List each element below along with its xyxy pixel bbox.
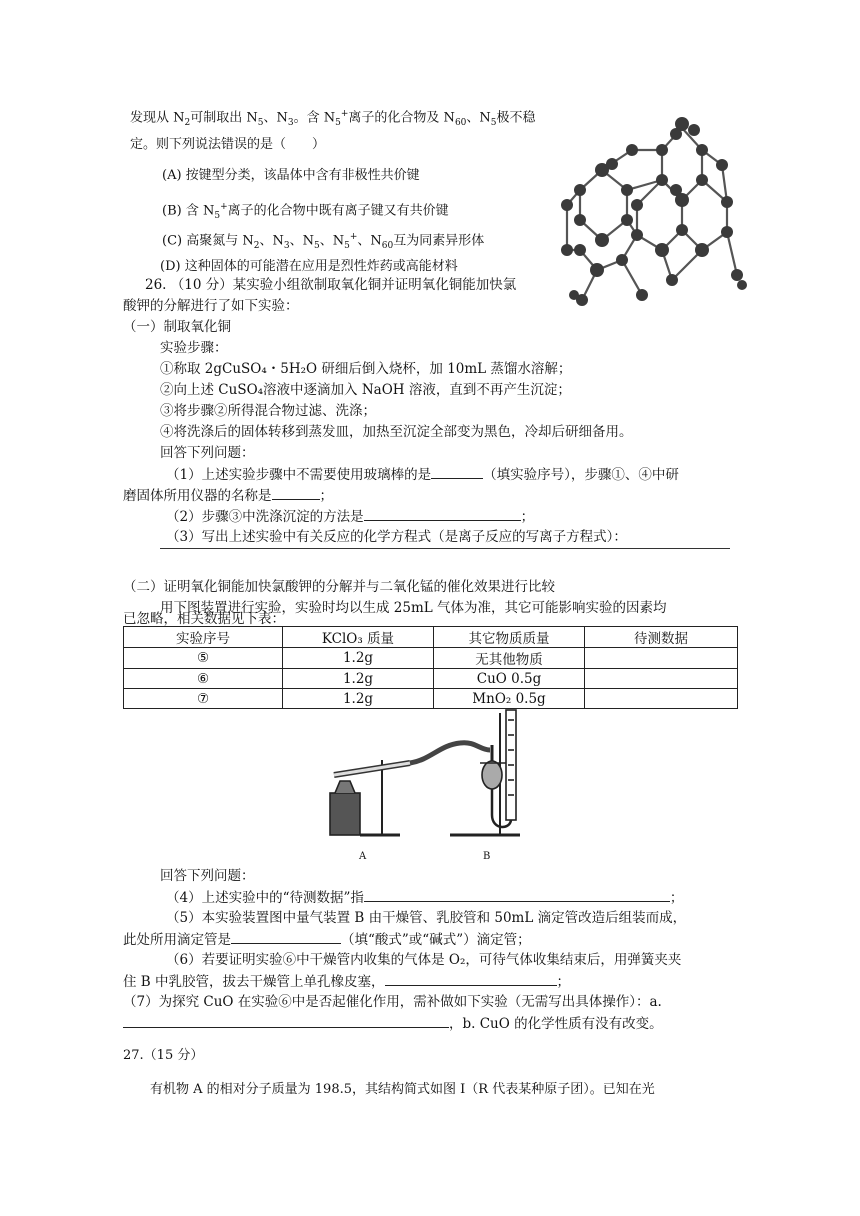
- question-4: （4）上述实验中的“待测数据”指 ；: [166, 890, 684, 906]
- table-cell[interactable]: [585, 648, 738, 669]
- q25-option-c: (C) 高聚氮与 $N_2$、$N_3$、$N_5$、$N_5^+$、$N_{60}$互为同素异形体: [162, 232, 485, 251]
- q25-option-d: (D) 这种固体的可能潜在应用是烈性炸药或高能材料: [160, 259, 458, 274]
- step-3: ③将步骤②所得混合物过滤、洗涤；: [160, 403, 376, 419]
- answer-blank[interactable]: [364, 507, 521, 521]
- step-1: ①称取 2gCuSO₄・5H₂O 研细后倒入烧杯，加 10mL 蒸馏水溶解；: [160, 361, 572, 377]
- question-2: （2）步骤③中洗涤沉淀的方法是 ；: [166, 509, 535, 525]
- figure-label-b: B: [483, 851, 491, 862]
- question-6-line1: （6）若要证明实验⑥中干燥管内收集的气体是 O₂，可待气体收集结束后，用弹簧夹夹: [166, 952, 682, 968]
- table-cell: 无其他物质: [434, 648, 585, 669]
- table-cell: MnO₂ 0.5g: [434, 689, 585, 709]
- answer-title: 回答下列问题：: [160, 445, 255, 461]
- q25-intro-line2: 定。则下列说法错误的是（ ）: [130, 137, 326, 152]
- question-5-line2: 此处所用滴定管是 （填“酸式”或“碱式”）滴定管；: [123, 932, 531, 948]
- q26-heading-line2: 酸钾的分解进行了如下实验：: [123, 298, 299, 314]
- table-cell: CuO 0.5g: [434, 669, 585, 689]
- table-cell[interactable]: [585, 669, 738, 689]
- step-4: ④将洗涤后的固体转移到蒸发皿，加热至沉淀全部变为黑色，冷却后研细备用。: [160, 424, 633, 440]
- answer-line[interactable]: [160, 548, 730, 549]
- answer-title-2: 回答下列问题：: [160, 868, 255, 884]
- table-row: [124, 648, 738, 669]
- answer-blank[interactable]: [231, 930, 341, 944]
- table-header: 实验序号: [124, 627, 283, 648]
- answer-blank[interactable]: [123, 1014, 449, 1028]
- table-header: 其它物质质量: [434, 627, 585, 648]
- table-cell[interactable]: [585, 689, 738, 709]
- q27-line1: 有机物 A 的相对分子质量为 198.5，其结构简式如图 I（R 代表某种原子团）。已知在光: [150, 1082, 655, 1097]
- crystal-structure-image: [552, 110, 762, 310]
- table-cell: ⑤: [124, 648, 283, 669]
- question-6-line2: 住 B 中乳胶管，拔去干燥管上单孔橡皮塞， ；: [123, 974, 571, 990]
- table-cell: 1.2g: [283, 689, 434, 709]
- table-row: [124, 669, 738, 689]
- q27-heading: 27.（15 分）: [123, 1048, 204, 1063]
- answer-blank[interactable]: [364, 888, 670, 902]
- question-1-line2: 磨固体所用仪器的名称是 ；: [123, 488, 333, 504]
- q26-part1-title: （一）制取氧化铜: [123, 319, 231, 335]
- answer-blank[interactable]: [431, 465, 483, 479]
- table-header-row: [124, 627, 738, 648]
- apparatus-diagram: [320, 705, 540, 845]
- q26-part2-title: （二）证明氧化铜能加快氯酸钾的分解并与二氧化锰的催化效果进行比较: [123, 579, 555, 595]
- figure-label-a: A: [359, 851, 367, 862]
- q25-option-a: (A) 按键型分类，该晶体中含有非极性共价键: [162, 168, 420, 183]
- question-7-line2: ，b. CuO 的化学性质有没有改变。: [123, 1014, 663, 1033]
- table-cell: 1.2g: [283, 648, 434, 669]
- part2-desc-line2: 已忽略，相关数据见下表：: [123, 611, 285, 627]
- table-header: 待测数据: [585, 627, 738, 648]
- question-3: （3）写出上述实验中有关反应的化学方程式（是离子反应的写离子方程式）：: [166, 529, 627, 545]
- steps-title: 实验步骤：: [160, 340, 228, 356]
- question-7-line1: （7）为探究 CuO 在实验⑥中是否起催化作用，需补做如下实验（无需写出具体操作）：a.: [123, 994, 662, 1010]
- answer-blank[interactable]: [272, 486, 320, 500]
- question-1-line1: （1）上述实验步骤中不需要使用玻璃棒的是 （填实验序号），步骤①、④中研: [166, 467, 679, 483]
- table-cell: ⑥: [124, 669, 283, 689]
- step-2: ②向上述 CuSO₄溶液中逐滴加入 NaOH 溶液，直到不再产生沉淀；: [160, 382, 571, 398]
- q26-heading-line1: 26. （10 分）某实验小组欲制取氧化铜并证明氧化铜能加快氯: [145, 277, 517, 293]
- table-cell: 1.2g: [283, 669, 434, 689]
- part2-desc-line1: 用下图装置进行实验，实验时均以生成 25mL 气体为准，其它可能影响实验的因素均: [160, 600, 667, 616]
- answer-blank[interactable]: [385, 972, 557, 986]
- q25-intro-line1: 发现从 $N_2$可制取出 $N_5$、$N_3$。含 $N_5^+$离子的化合物及 $N_{60}$、$N_5$极不稳: [130, 109, 536, 128]
- q25-option-b: (B) 含 $N_5^+$离子的化合物中既有离子键又有共价键: [162, 202, 449, 221]
- question-5-line1: （5）本实验装置图中量气装置 B 由干燥管、乳胶管和 50mL 滴定管改造后组装而成，: [166, 910, 687, 926]
- table-header: KClO₃ 质量: [283, 627, 434, 648]
- data-table: [123, 626, 738, 709]
- table-cell: ⑦: [124, 689, 283, 709]
